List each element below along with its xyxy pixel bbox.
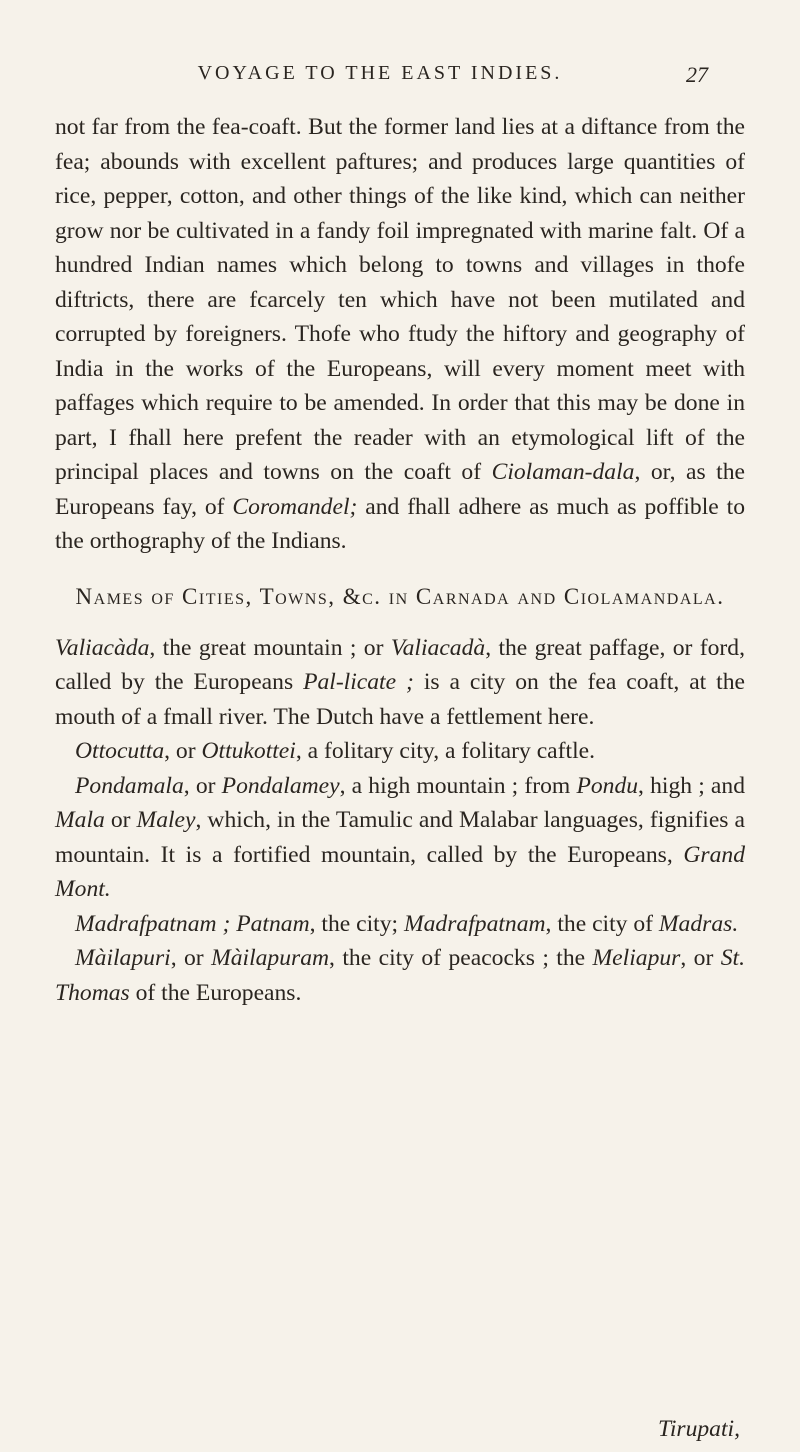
italic-run: Grand Mont.	[55, 841, 745, 902]
text-run: , a high mountain ; from	[339, 772, 577, 799]
italic-run: Pondalamey	[221, 772, 340, 799]
italic-run: Maley	[136, 807, 196, 833]
text-run: of the Europeans.	[129, 979, 302, 1006]
text-run: and fhall adhere as much as poffible to the orthography of the Indians.	[55, 493, 745, 554]
text-run: , or	[170, 945, 212, 971]
running-head: VOYAGE TO THE EAST INDIES.	[197, 62, 563, 84]
text-run: , the city;	[309, 910, 404, 937]
text-run: , the city of peacocks ; the	[329, 945, 593, 971]
text-run: , or	[164, 738, 202, 764]
italic-run: Màilapuri	[75, 945, 171, 971]
page-number: 27	[686, 62, 708, 87]
text-run: , or	[183, 772, 222, 799]
text-run: , a folitary city, a folitary caftle.	[295, 738, 595, 764]
text-run: , or, as the Europeans fay, of	[55, 459, 745, 520]
italic-run: Madrafpatnam ; Patnam	[75, 910, 310, 937]
entry-mailapuri	[55, 941, 745, 1010]
text-run: is a city on the fea coaft, at the mouth of a fmall river. The Dutch have a fettlement here.	[55, 669, 745, 730]
italic-run: Pondu	[576, 772, 639, 799]
italic-run: Madrafpatnam	[403, 910, 546, 937]
paragraph-intro	[55, 110, 745, 559]
italic-run: Madras.	[658, 910, 739, 937]
text-run: not far from the fea-coaft. But the former land lies at a diftance from the fea; abounds with excellent paftures; and produces large quantities of rice, pepper, cotton, and other things of the like kind, which can neither grow nor be cultivated in a fandy foil impregnated with marine falt. Of a hundred Indian names which belong to towns and villages in thofe diftricts, there are fcarcely ten which have not been mutilated and corrupted by foreigners. Thofe who ftudy the hiftory and geography of India in the works of the Europeans, will every moment meet with paffages which require to be amended. In order that this may be done in part, I fhall here prefent the reader with an etymological lift of the principal places and towns on the coaft of	[55, 114, 745, 485]
italic-run: Màilapuram	[211, 945, 330, 971]
entry-valiacada	[55, 631, 745, 735]
text-run: , which, in the Tamulic and Malabar languages, fignifies a mountain. It is a fortified mountain, called by the Europeans,	[55, 807, 745, 868]
italic-run: Ottukottei	[201, 738, 296, 764]
italic-run: Pondamala	[75, 772, 184, 799]
text-run: , or	[680, 945, 721, 971]
text-run: , the great paffage, or ford, called by the Europeans	[55, 634, 745, 695]
text-run: , the great mountain ; or	[149, 634, 391, 661]
body-text	[55, 110, 745, 1010]
italic-run: Pal-licate ;	[303, 669, 414, 695]
italic-run: Coromandel;	[232, 493, 358, 520]
text-run: or	[104, 807, 137, 833]
entry-pondamala	[55, 769, 745, 907]
entry-ottocutta	[55, 734, 745, 769]
catchword: Tirupati,	[658, 1416, 740, 1442]
entry-madrafpatnam	[55, 907, 745, 942]
text-run: , high ; and	[638, 772, 745, 799]
italic-run: St. Thomas	[55, 945, 745, 1006]
italic-run: Valiacàda	[55, 634, 150, 661]
italic-run: Ottocutta	[75, 738, 165, 764]
italic-run: Meliapur	[592, 945, 681, 971]
italic-run: Ciolaman-dala	[491, 459, 635, 485]
italic-run: Mala	[55, 807, 105, 833]
italic-run: Valiacadà	[390, 634, 486, 661]
section-heading: Names of Cities, Towns, &c. in Carnada and Ciolamandala.	[75, 583, 725, 609]
text-run: , the city of	[545, 910, 659, 937]
